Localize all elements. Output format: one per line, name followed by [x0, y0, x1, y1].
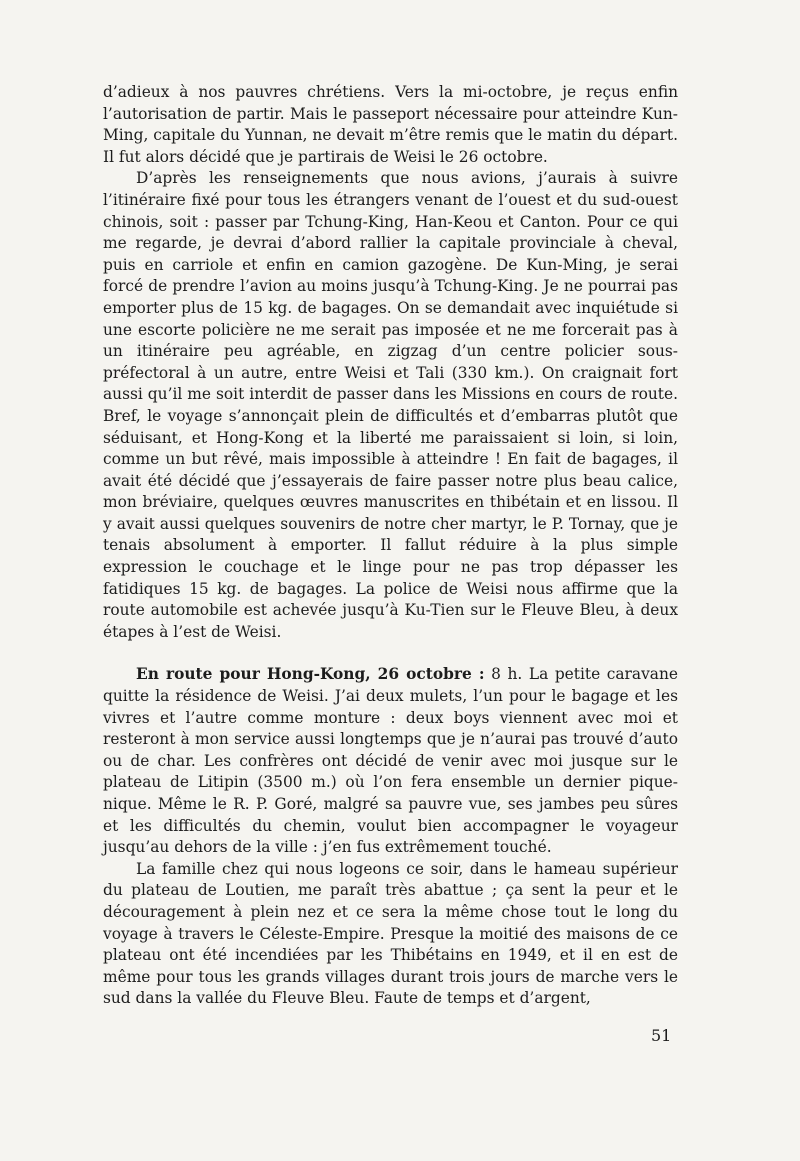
paragraph-text: 8 h. La petite caravane quitte la résidence de Weisi. J’ai deux mulets, l’un pour le bagage et les vivres et l’autre comme monture : deux boys viennent avec moi et resteront à mon service aussi longtemps que je n’aurai pas trouvé d’auto ou de char. Les confrères ont décidé de venir avec moi jusque sur le plateau de Litipin (3500 m.) où l’on fera ensemble un dernier pique-nique. Même le R. P. Goré, malgré sa pauvre vue, ses jambes peu sûres et les difficultés du chemin, voulut bien accompagner le voyageur jusqu’au dehors de la ville : j’en fus extrêmement touché.: [103, 665, 678, 857]
paragraph-departure: [103, 664, 678, 858]
body-text: [103, 82, 678, 1010]
paragraph-loutien: [103, 859, 678, 1010]
paragraph-itinerary: [103, 168, 678, 643]
paragraph-text: La famille chez qui nous logeons ce soir, dans le hameau supérieur du plateau de Loutien, me paraît très abattue ; ça sent la peur et le découragement à plein nez et ce sera la même chose tout le long du voyage à travers le Céleste-Empire. Presque la moitié des maisons de ce plateau ont été incendiées par les Thibétains en 1949, et il en est de même pour tous les grands villages durant trois jours de marche vers le sud dans la vallée du Fleuve Bleu. Faute de temps et d’argent,: [103, 859, 678, 1008]
paragraph-continuation: [103, 82, 678, 168]
paragraph-text: D’après les renseignements que nous avions, j’aurais à suivre l’itinéraire fixé pour tous les étrangers venant de l’ouest et du sud-ouest chinois, soit : passer par Tchung-King, Han-Keou et Canton. Pour ce qui me regarde, je devrai d’abord rallier la capitale provinciale à cheval, puis en carriole et enfin en camion gazogène. De Kun-Ming, je serai forcé de prendre l’avion au moins jusqu’à Tchung-King. Je ne pourrai pas emporter plus de 15 kg. de bagages. On se demandait avec inquiétude si une escorte policière ne me serait pas imposée et ne me forcerait pas à un itinéraire peu agréable, en zigzag d’un centre policier sous-préfectoral à un autre, entre Weisi et Tali (330 km.). On craignait fort aussi qu’il me soit interdit de passer dans les Missions en cours de route. Bref, le voyage s’annonçait plein de difficultés et d’embarras plutôt que séduisant, et Hong-Kong et la liberté me paraissaient si loin, si loin, comme un but rêvé, mais impossible à atteindre ! En fait de bagages, il avait été décidé que j’essayerais de faire passer notre plus beau calice, mon bréviaire, quelques œuvres manuscrites en thibétain et en lissou. Il y avait aussi quelques souvenirs de notre cher martyr, le P. Tornay, que je tenais absolument à emporter. Il fallut réduire à la plus simple expression le couchage et le linge pour ne pas trop dépasser les fatidiques 15 kg. de bagages. La police de Weisi nous affirme que la route automobile est achevée jusqu’à Ku-Tien sur le Fleuve Bleu, à deux étapes à l’est de Weisi.: [103, 169, 678, 641]
paragraph-text: d’adieux à nos pauvres chrétiens. Vers la mi-octobre, je reçus enfin l’autorisation de partir. Mais le passeport nécessaire pour atteindre Kun-Ming, capitale du Yunnan, ne devait m’être remis que le matin du départ. Il fut alors décidé que je partirais de Weisi le 26 octobre.: [103, 83, 678, 166]
page-number: 51: [651, 1026, 672, 1045]
paragraph-lead: En route pour Hong-Kong, 26 octobre :: [136, 665, 485, 684]
